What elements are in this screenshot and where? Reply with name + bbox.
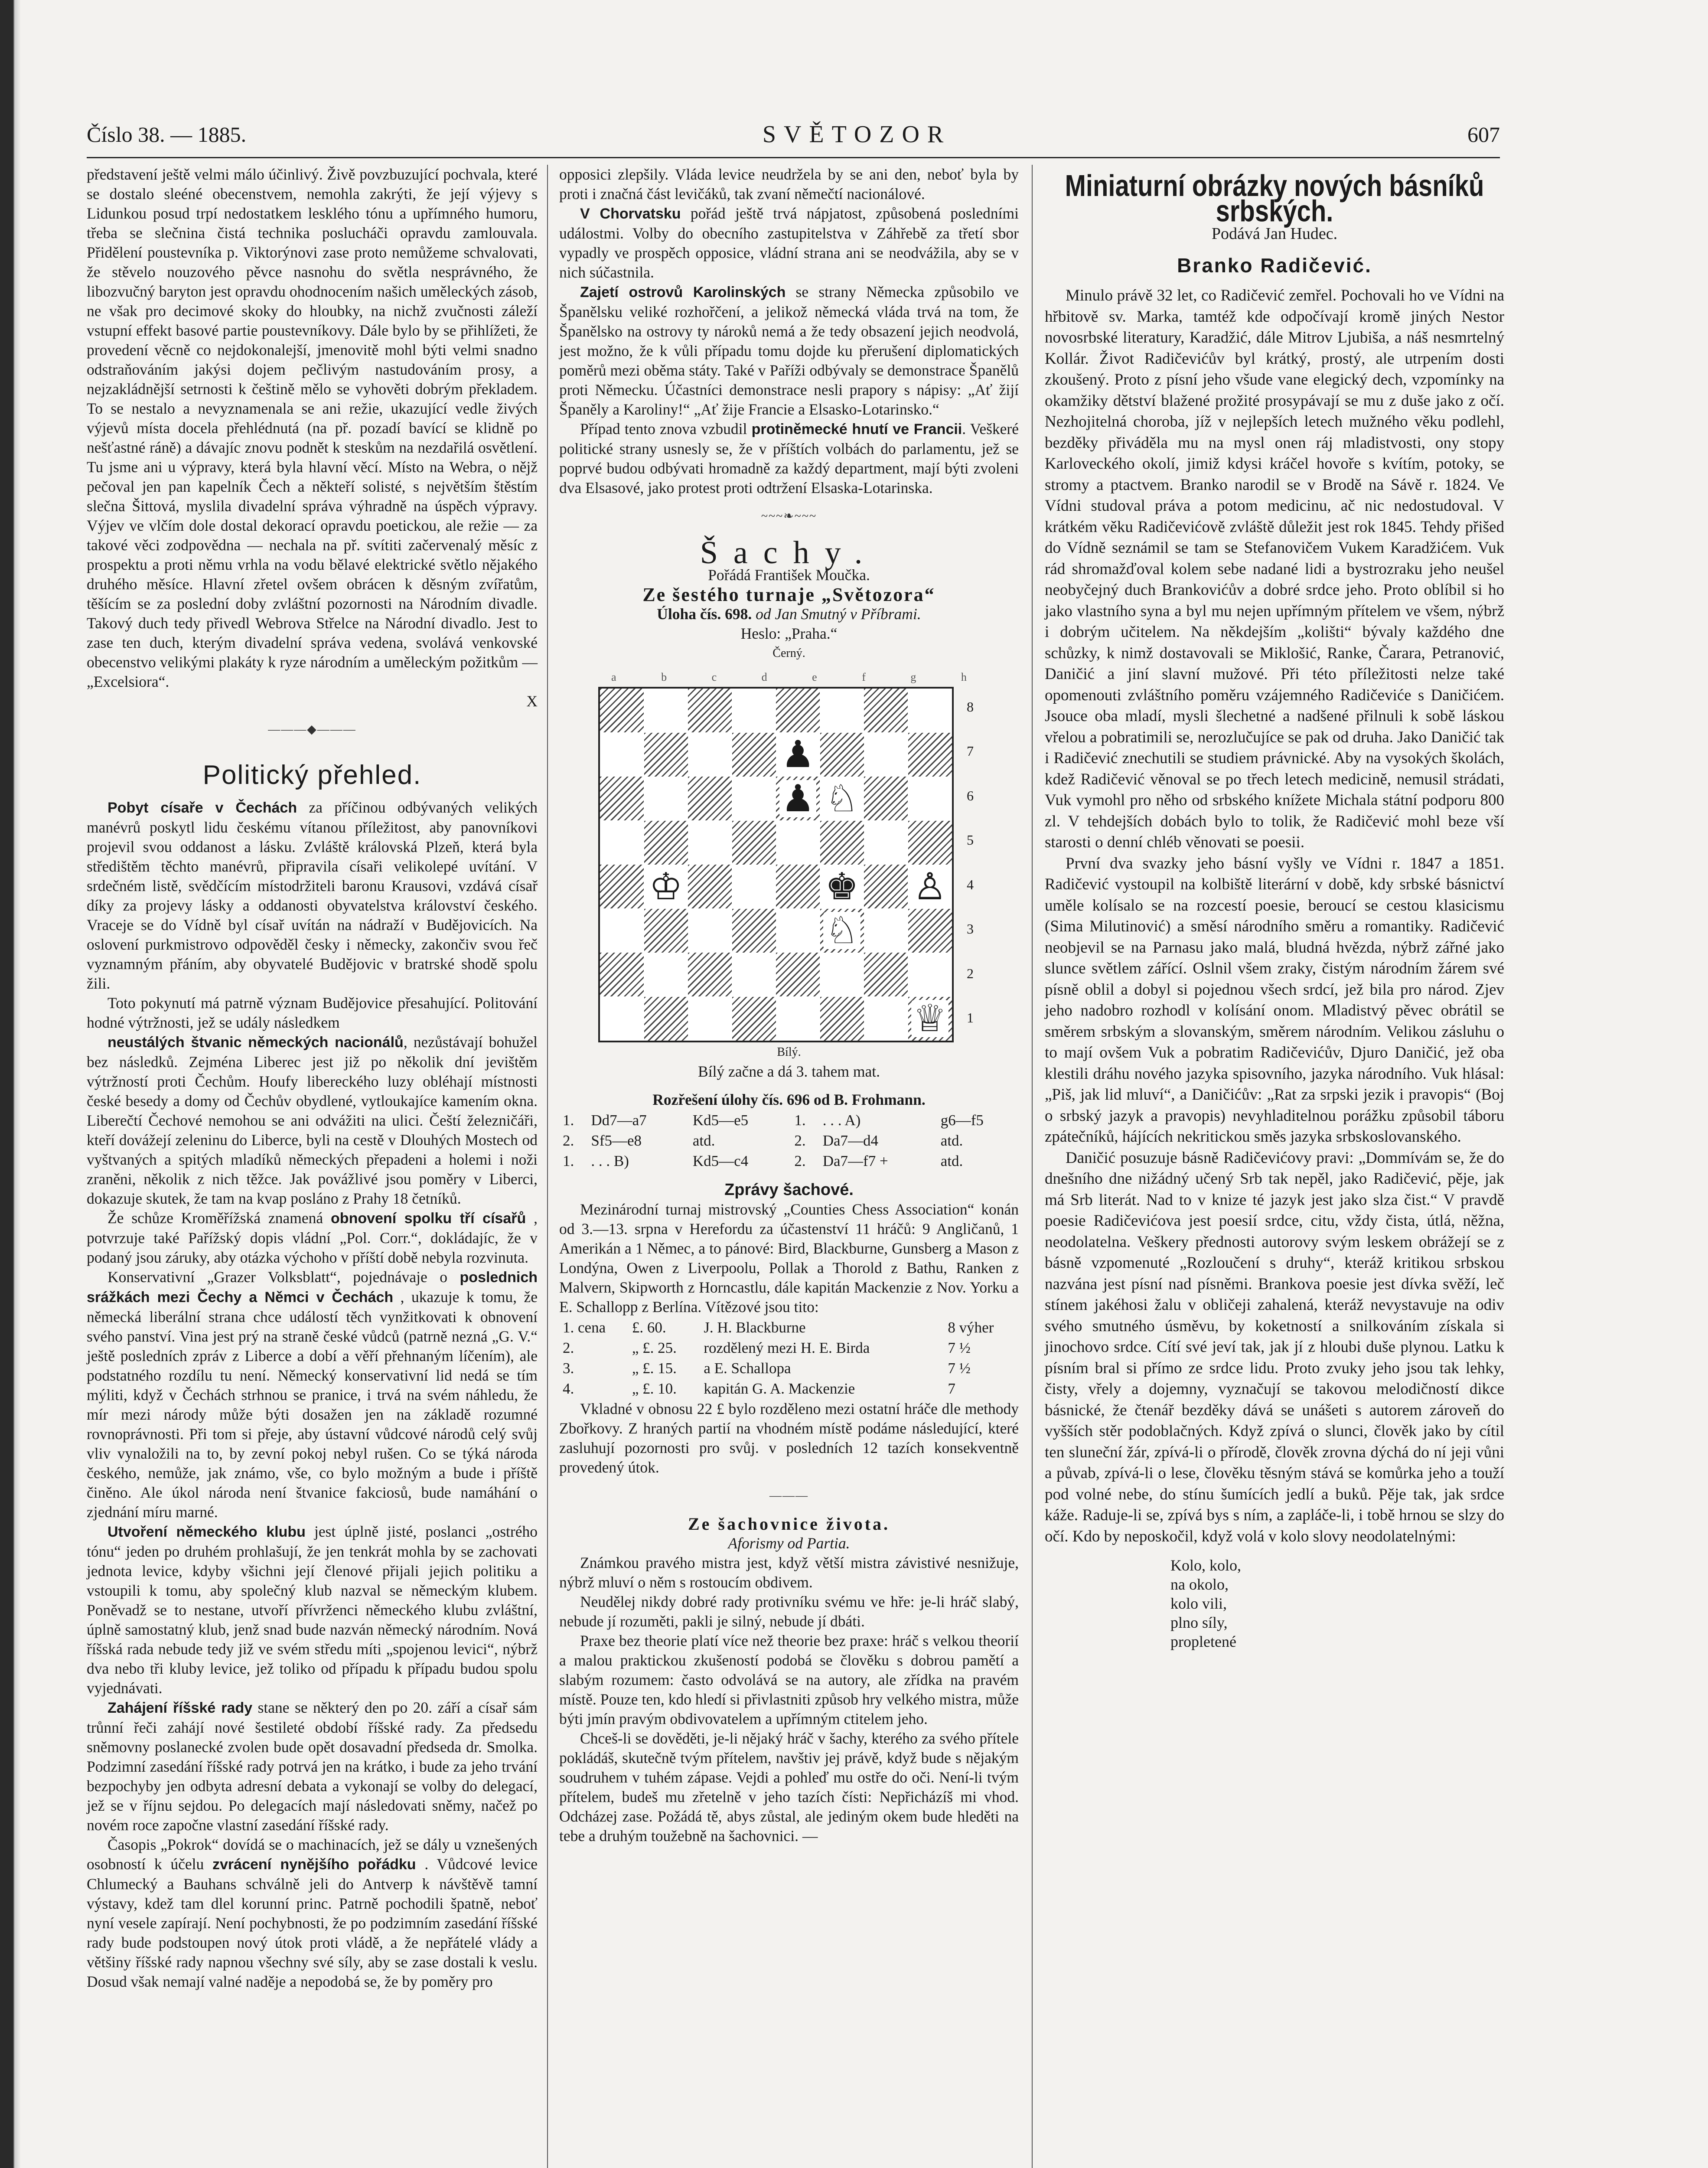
rank-label: 2 (967, 965, 974, 981)
table-cell: atd. (940, 1132, 963, 1149)
table-cell: 2. (794, 1153, 806, 1169)
square-c2 (688, 953, 732, 996)
paragraph (559, 204, 1019, 282)
square-a3 (600, 909, 644, 953)
winner-row (560, 1338, 1018, 1358)
column-divider (1032, 165, 1033, 2168)
politics-section (87, 798, 538, 1992)
divider: ———◆——— (268, 723, 356, 736)
file-label: e (812, 671, 817, 683)
politics-paragraph: Konservativní „Grazer Volksblatt“, pojednávaje o poslednich srážkách mezi Čechy a Němci v Čechách , ukazuje k tomu, že německá liberální strana chce událostí těch vynžitkovati k obnovení svého panství. Vina jest prý na straně české vůdců (patrně nezná „G. V.“ ještě posledních zpráv z Liberce a dobí a věří přehnaným líčením), ale podstatného rozdílu tu není. Německý konservativní lid nedá se tím mýliti, když v Čechách strhnou se pranice, i trvá na svém náhledu, že mír mezi národy může býti dosažen jen na základě rozumné rovnoprávnosti. Při tom si přeje, aby ústavní vůdcové národů celý svůj vliv vynaložili na to, by zevní pokoj nebyl rušen. Co se týká národa českého, nemůže, jak známo, vše, co bylo možným a bude i příště činěno. Ale úkol národa není štvanice fakciosů, bude namáhání o zjednání míru marné. (87, 1268, 538, 1521)
square-a1 (600, 997, 644, 1041)
square-a4 (600, 865, 644, 908)
solution-row (560, 1151, 1018, 1171)
winner-row (560, 1379, 1018, 1398)
square-c4 (688, 865, 732, 908)
keyword: zvrácení nynějšího pořádku (212, 1856, 416, 1873)
file-label: d (761, 671, 767, 683)
table-cell: 2. (563, 1132, 574, 1149)
table-cell: „ £. 10. (632, 1380, 677, 1397)
chess-piece-icon: ♕ (911, 1000, 948, 1037)
square-h5 (908, 821, 952, 865)
poem-excerpt (1170, 1556, 1504, 1651)
life-subtitle: Aforismy od Partia. (728, 1535, 850, 1552)
problem-author: od Jan Smutný v Příbrami. (756, 605, 921, 623)
table-cell: . . . A) (822, 1112, 861, 1129)
square-e8 (776, 689, 820, 732)
file-label: c (711, 671, 717, 683)
header-rule (87, 157, 1500, 158)
table-cell: Da7—d4 (822, 1132, 879, 1149)
chess-title: Šachy. (700, 535, 878, 571)
problem-label: Úloha čís. 698. (657, 605, 752, 623)
table-cell: a E. Schallopa (704, 1360, 791, 1377)
issue-number: Číslo 38. — 1885. (87, 122, 247, 147)
square-h7 (908, 733, 952, 777)
news-title: Zprávy šachové. (724, 1181, 854, 1199)
square-e1 (776, 997, 820, 1041)
poem-line: plno síly, (1170, 1614, 1228, 1631)
square-b2 (644, 953, 688, 996)
paragraph: Praxe bez theorie platí více než theorie bez praxe: hráč s velkou theorií a malou praktickou zkušeností podobá se člověku s dobrou pamětí a slabým rozumem: často odvolává se na autory, ale zřídka na pravém místě. Pouze ten, kdo hledí si přivlastniti způsob hry velkého mistra, může býti jmín pravým obdivovatelem a upřímným ctitelem jeho. (559, 1632, 1019, 1727)
text: pořád ještě trvá nápjatost, způsobená posledními událostmi. Volby do obecního zastupitelstva v Záhřebě za třetí sbor vypadly ve prospěch opposice, vládní strana ani se neodvážila, aby se v nich súčastnila. (559, 205, 1019, 281)
politics-paragraph: Utvoření německého klubu jest úplně jisté, poslanci „ostrého tónu“ jeden po druhém prohlašují, že jen tenkrát mohla by se zachovati jednota levice, kdyby všichni její členové přijali jejich politiku a vstoupili k tomu, aby společný klub nazval se německým klubem. Poněvadž se to nestane, utvoří přívrženci německého klubu zvláštní, úplně samostatný klub, jenž snad bude nazván německý národním. Nová říšská rada nebude tedy již ve svém středu míti „spojenou levici“, nýbrž dva nebo tři kluby levice, jež toliko od případu k případu budou spolu vyjednávati. (87, 1523, 538, 1697)
table-cell: atd. (692, 1132, 715, 1149)
chess-piece-icon: ♘ (823, 780, 860, 817)
square-e4 (776, 865, 820, 908)
table-cell: J. H. Blackburne (704, 1319, 806, 1336)
keyword: poslednich srážkách mezi Čechy a Němci v Čechách (87, 1269, 538, 1306)
file-label: a (611, 671, 616, 683)
table-cell: 7 ½ (948, 1360, 971, 1377)
square-g2 (864, 953, 908, 996)
rank-label: 5 (967, 832, 974, 848)
poem-line: propletené (1170, 1633, 1236, 1650)
politics-paragraph: Že schůze Kroměřížská znamená obnovení spolku tří císařů , potvrzuje také Pařížský dopis vládní „Pol. Corr.“, dokládajíc, že v podaný jsou záruky, aby otázka výchoho v příští době nebyla rozvinuta. (87, 1209, 538, 1266)
task: Bílý začne a dá 3. tahem mat. (698, 1063, 880, 1080)
solution-table (559, 1110, 1019, 1172)
keyword: protiněmecké hnutí ve Francii (751, 421, 962, 438)
divider: ——— (769, 1489, 808, 1502)
keyword: Pobyt císaře v Čechách (108, 800, 297, 816)
square-g3 (864, 909, 908, 953)
white-label: Bílý. (777, 1045, 801, 1059)
theatre-review: představení ještě velmi málo účinlivý. Živě povzbuzující pochvala, které se dostalo sleéné obecenstvem, nemohla zakrýti, že její výjevy s Lidunkou posud trpí nedostatkem lesklého tónu a upřímného humoru, třeba se slečnina čistá technika poslucháči opravdu zamlouvala. Přidělení poustevníka p. Viktorýnovi zase proto nemůžeme schvalovati, že stěvelo nouzového pěvce nasnohu do světla nesprávného, že libozvučný baryton jest opravdu ohodnocením našich uměleckých zásob, ne však pro decimové skoky do hloubky, na nichž zvučnosti záleží vstupní effekt basové partie poustevníkovy. Dále bylo by se přihlížeti, že provedení věcně co nejdokonalejší, jmenovitě mohl býti velmi snadno odstraňováním jakýsi dojem pečlivým nastudováním prosy, a nejzakládnější setrnosti k češtině mělo se vyhověti dobrým překladem. To se nestalo a nevyznamenala se ani režie, ukazující vedle živých výjevů místa docela přehlédnutá (na př. pozadí bavící se klidně po nešťastné ráně) a dávajíc znovu podnět k steskům na nezdařilá osvětlení. Tu jsme ani u výpravy, která byla hlavní věcí. Místo na Webra, o nějž pečoval jen pan kapelník Čech a někteří solisté, s největším štěstím slečna Šittová, myslila divadelní správa výhradně na úspěch výpravy. Výjev ve vlčím dole dostal dekorací opravdu poetickou, ale režie — za takové věci zodpovědna — nechala na př. svítiti začervenalý měsíc z prospektu a proti němu vrhla na vodu bělavé elektrické světlo nějakého druhého měsíce. Hlavní zřetel ovšem obrácen k děsným zvířatům, těšícím se za poslední doby zvláštní pozornosti na Národním divadle. Takový duch tedy přivedl Webrova Střelce na Národní divadlo. Jest to zase ten duch, kterým divadelní správa vedena, svolává venkovské obecenstvo velikými plakáty k ryze národním a uměleckým požitkům — „Excelsiora“. (87, 166, 538, 690)
divider: ~~~❧~~~ (761, 509, 817, 523)
chess-piece-icon: ♘ (823, 912, 860, 949)
article-title: Miniaturní obrázky nových básníků srbských. (1065, 169, 1484, 228)
square-c1 (688, 997, 732, 1041)
column-2 (559, 165, 1019, 1846)
chess-diagram (581, 667, 997, 1042)
chess-piece-icon: ♔ (647, 868, 684, 905)
square-b4 (644, 865, 688, 908)
solution-row (560, 1131, 1018, 1150)
square-d1 (732, 997, 776, 1041)
table-cell: 4. (563, 1380, 574, 1397)
square-c5 (688, 821, 732, 865)
paragraph: Chceš-li se dověděti, je-li nějaký hráč v šachy, kterého za svého přítele pokládáš, skutečně tvým přítelem, navštiv jej právě, když bude s nějakým soudruhem v tuhém zápase. Vejdi a pohleď mu ostře do oči. Není-li tvým přítelem, budeš mu zřetelně v jeho tazích čísti: Nepřicházíš mi vhod. Odcházej zase. Požádá tě, abys zůstal, ale jediným okem bude hleděti na tebe a druhým toužebně na šachovnici. — (559, 1730, 1019, 1845)
paragraph: Známkou pravého mistra jest, když větší mistra závistivé nesnižuje, nýbrž mluví o něm s rostoucím obdivem. (559, 1554, 1019, 1591)
table-cell: 1. (794, 1112, 806, 1129)
motto: Heslo: „Praha.“ (740, 625, 838, 642)
paragraph: Neudělej nikdy dobré rady protivníku svému ve hře: je-li hráč slabý, nebude jí rozuměti, pakli je silný, nebude jí dbáti. (559, 1593, 1019, 1630)
chess-piece-icon: ♚ (823, 868, 860, 905)
square-h1 (908, 997, 952, 1041)
chess-piece-icon: ♟ (779, 736, 816, 773)
square-a2 (600, 953, 644, 996)
keyword: Zajetí ostrovů Karolinských (580, 284, 786, 300)
square-b7 (644, 733, 688, 777)
paragraph: Mezinárodní turnaj mistrovský „Counties Chess Association“ konán od 3.—13. srpna v Herefordu za účastenství 11 hráčů: 9 Angličanů, 1 Amerikán a 1 Němec, a to pánové: Bird, Blackburne, Gunsberg a Mason z Londýna, Owen z Liverpoolu, Pollak a Thorold z Bathu, Ranken z Malvern, Skipworth z Horncastlu, dále kapitán Mackenzie z Nov. Yorku a E. Schallopp z Berlína. Vítězové jsou tito: (559, 1201, 1019, 1316)
square-c8 (688, 689, 732, 732)
tourney-title: Ze šestého turnaje „Světozora“ (642, 584, 935, 605)
running-header (87, 117, 1500, 152)
article-author: Podává Jan Hudec. (1211, 225, 1338, 243)
chess-board (598, 687, 954, 1042)
table-cell: „ £. 15. (632, 1360, 677, 1377)
square-d8 (732, 689, 776, 732)
rank-label: 8 (967, 699, 974, 715)
table-cell: 8 výher (948, 1319, 994, 1336)
square-g4 (864, 865, 908, 908)
square-f6 (820, 777, 864, 820)
rank-label: 6 (967, 787, 974, 803)
chess-piece-icon: ♙ (911, 868, 948, 905)
table-cell: 2. (563, 1339, 574, 1356)
poem-line: kolo vili, (1170, 1595, 1227, 1612)
table-cell: Sf5—e8 (591, 1132, 642, 1149)
life-title: Ze šachovnice života. (688, 1514, 890, 1534)
solution-title: Rozřešení úlohy čís. 696 od B. Frohmann. (652, 1091, 926, 1108)
table-cell: £. 60. (632, 1319, 666, 1336)
problem-heading (559, 604, 1019, 624)
file-label: h (961, 671, 967, 683)
text: . Veškeré politické strany usnesly se, že v příštích volbách do parlamentu, jež se poprvé budou odbývati hromadně za každý department, mají býti zvoleni dva Elsasové, jako protest proti odtržení Elsaska-Lotarinska. (559, 420, 1019, 496)
paragraph: opposici zlepšily. Vláda levice neudržela by se ani den, neboť byla by proti i značná část levičáků, tak zvaní němečtí nacionálové. (559, 166, 1019, 202)
file-labels (581, 667, 997, 687)
square-d6 (732, 777, 776, 820)
rank-label: 4 (967, 876, 974, 892)
file-label: g (910, 671, 916, 683)
file-label: b (661, 671, 667, 683)
square-a8 (600, 689, 644, 732)
square-a6 (600, 777, 644, 820)
square-e6 (776, 777, 820, 820)
square-f8 (820, 689, 864, 732)
keyword: neustálých štvanic německých nacionálů (108, 1034, 404, 1051)
paragraph: Daničić posuzuje básně Radičevićovy pravi: „Dommívám se, že do dnešního dne nižádný učený Srb tak nepěl, jako Radičević, pěje, jak má Srb literát. Nad to v knize té jazyk jest jako slza čist.“ V pravdě poesie Radičevićova jest poesií srdce, citu, vždy čista, útlá, něžna, neodolatelna. Veškery přednosti autorovy svým leskem obrážejí se z básně vzpomenuté „Rozloučení s druhy“, kteráž kritikou srbskou nazvána jest písní nad písněmi. Brankova poesie jest dívka svěží, leč stínem jakéhosi žalu v obličeji zahalená, kteráž nevystavuje na odiv svého smutného úsměvu, by koketností a snilkováním získala si jinochovo srdce. Cítí své jeví tak, jak jí z hloubi duše plynou. Latku k písním bral si přímo ze srdce lidu. Proto zvuky jeho jsou tak lehky, čisty, vřely a dojemny, vyznačují se takovou melodičností dikce básnické, že čtenář bezděky dává se unášeti s autorem zároveň do vyšších stěr podoblačných. Když zpívá o slunci, člověk jako by cítil ten sluneční žár, zpívá-li o přírodě, člověk zrovna dýchá do ní jeji vůni a půvab, zpívá-li o lese, člověku těsným stává se komůrka jeho a touží pod volné nebe, do stínu šumících jedlí a buků. Pěje tak, jak srdce káže. Raduje-li se, zpívá bys s ním, a zapláče-li, i tobě hrnou se slzy do očí. Kdo by neposkočil, když volá v kolo slovy neodolatelnými: (1045, 1149, 1504, 1545)
square-e7 (776, 733, 820, 777)
text: Případ tento znova vzbudil (580, 420, 752, 438)
keyword: obnovení spolku tří císařů (331, 1210, 526, 1227)
binding-edge (0, 0, 21, 2168)
table-cell: rozdělený mezi H. E. Birda (704, 1339, 870, 1356)
square-a7 (600, 733, 644, 777)
table-cell: 7 (948, 1380, 955, 1397)
keyword: V Chorvatsku (580, 206, 681, 222)
square-f5 (820, 821, 864, 865)
square-c3 (688, 909, 732, 953)
rank-label: 7 (967, 743, 974, 759)
page-number: 607 (1467, 122, 1500, 147)
square-c7 (688, 733, 732, 777)
square-d5 (732, 821, 776, 865)
chess-piece-icon: ♟ (779, 780, 816, 817)
politics-paragraph: Časopis „Pokrok“ dovídá se o machinacích, jež se dály u vznešených osobností k účelu zvrácení nynějšího pořádku . Vůdcové levice Chlumecký a Bauhans schválně jeli do Antverp k návštěvě tamní výstavy, kdež tam dlel korunní princ. Patrně pochodili špatně, neboť nyní vesele zapírají. Není pochybnosti, že po podzimním zasedání říšské rady bude podstoupen nový útok proti vládě, a že nepřátelé vlády a většiny říšské rady napnou všechny své síly, aby se zase dostali k veslu. Dosud však nemají valné naděje a nepodobá se, že by poměry pro (87, 1836, 538, 1990)
file-label: f (862, 671, 866, 683)
square-f4 (820, 865, 864, 908)
table-cell: 1. (563, 1153, 574, 1169)
table-cell: 2. (794, 1132, 806, 1149)
table-cell: 7 ½ (948, 1339, 971, 1356)
poem-line: Kolo, kolo, (1170, 1557, 1242, 1574)
journal-title: SVĚTOZOR (762, 121, 952, 148)
square-h2 (908, 953, 952, 996)
rank-label: 1 (967, 1010, 974, 1026)
politics-paragraph: Toto pokynutí má patrně význam Budějovice přesahující. Politování hodné výtržnosti, jež se udály následkem (87, 994, 538, 1031)
paragraph (559, 282, 1019, 419)
square-d4 (732, 865, 776, 908)
table-cell: 1. cena (563, 1319, 606, 1336)
paragraph (559, 419, 1019, 498)
winner-row (560, 1358, 1018, 1378)
solution-row (560, 1110, 1018, 1130)
politics-paragraph: neustálých štvanic německých nacionálů, nezůstávají bohužel bez následků. Zejména Liberec jest již po několik dní jevištěm výtržností proti Čechům. Houfy libereckého luzy obléhají místnosti české besedy a domy od Čechův obydlené, vytloukajíce kamením okna. Liberečtí Čechové nemohou se ani odvážiti na ulici. Čeští železničáři, kteří dovážejí zeleninu do Liberce, byli na cestě v Dlouhých Mostech od vyštvaných a spitých mladíků německých přepadeni a holemi i noži zraněni, několik z nich těžce. Jak povážlivé jsou poměry v Liberci, dokazuje skutek, že tam na kvap posláno z Prahy 18 četníků. (87, 1033, 538, 1207)
square-h4 (908, 865, 952, 908)
poem-line: na okolo, (1170, 1576, 1229, 1593)
square-g1 (864, 997, 908, 1041)
square-e5 (776, 821, 820, 865)
square-f2 (820, 953, 864, 996)
square-d3 (732, 909, 776, 953)
square-h8 (908, 689, 952, 732)
politics-paragraph: Pobyt císaře v Čechách za příčinou odbývaných velikých manévrů poskytl lidu českému vítanou příležitost, aby panovníkovi projevil svou oddanost a lásku. Zvláště královská Plzeň, která byla středištěm těchto manévrů, připravila císaři velikolepé uvítání. V srdečném listě, svědčícím místodržiteli baronu Krausovi, vzdává císař díky za projevy lásky a oddanosti obyvatelstva království českého. Vraceje se do Vídně byl císař uvítán na nádraží v Budějovicích. Na oslovení purkmistrovo odpověděl česky i německy, zakončiv svou řeč vyznamným přáním, aby obyvatelé Budějovic v bratrské shodě spolu žili. (87, 799, 538, 992)
table-cell: 3. (563, 1360, 574, 1377)
square-h3 (908, 909, 952, 953)
square-g6 (864, 777, 908, 820)
table-cell: kapitán G. A. Mackenzie (704, 1380, 855, 1397)
column-1 (87, 165, 538, 1992)
keyword: Zahájení říšské rady (108, 1700, 253, 1716)
square-b5 (644, 821, 688, 865)
square-d7 (732, 733, 776, 777)
table-cell: Da7—f7 + (822, 1153, 888, 1169)
square-g7 (864, 733, 908, 777)
column-divider (547, 165, 548, 2168)
column-3 (1045, 165, 1504, 1651)
table-cell: „ £. 25. (632, 1339, 677, 1356)
table-cell: atd. (940, 1153, 963, 1169)
rank-labels (967, 685, 974, 1040)
square-d2 (732, 953, 776, 996)
square-h6 (908, 777, 952, 820)
chess-editor: Pořádá František Moučka. (708, 566, 870, 584)
square-f1 (820, 997, 864, 1041)
winners-table (559, 1317, 1019, 1399)
signature: X (526, 692, 538, 710)
table-cell: Kd5—e5 (692, 1112, 749, 1129)
square-a5 (600, 821, 644, 865)
table-cell: Kd5—c4 (692, 1153, 749, 1169)
paragraph: Minulo právě 32 let, co Radičević zemřel. Pochovali ho ve Vídni na hřbitově sv. Marka, tamtéž kde odpočívají kromě jiných Nestor novosrbské literatury, Karadžić, dále Mitrov Ljubiša, a náš nesmrtelný Kollár. Život Radičevićův byl krátký, prostý, ale utrpením dosti zkoušený. Proto z písní jeho všude vane elegický dech, vzpomínky na okamžiky dětství blažené prožité prosypávají se mu z duše jako z očí. Nezhojitelná choroba, jíž v nejlepších letech mužného věku podlehl, bezděky přiváděla mu na mysl onen ráj mladistvosti, ony stopy Karloveckého okolí, jimiž kdysi kráčel hovoře s kvítím, potoky, se stromy a ptactvem. Branko narodil se v Brodě na Sávě r. 1824. Ve Vídni studoval práva a potom medicinu, ač nic nedostudoval. V krátkém věku Radičevićově zvláště důležit jest rok 1845. Tehdy přišed do Vídně seznámil se tam se Stefanovičem Vukem Karadžićem. Vuk rád shromažďoval kolem sebe nadané lidi a bystrozraku jeho neušel neobyčejný duch Brankovićův a dobré srdce jeho. Proto oblíbil si ho jako vlastního syna a byl mu nejen upřímným přítelem ve všem, nýbrž i dobrým učitelem. Na někdejším „kolišti“ bývaly každého dne schůzky, k nimž dostavovali se Miklošić, Ranke, Čarara, Petranović, Daničić a jiní slavní mužové. Při této příležitosti nelze také opomenouti zvláštního poměru vzájemného Radičeviće s Daničićem. Jsouce oba mladí, mysli šlechetné a nadšené přilnuli k sobě láskou vřelou a pobratimili se, nerozlučujíce se pak od druha. Jako Daničić tak i Radičević znechutili se studiem právnické. Aby na vysokých školách, kdež Radičević věnoval se po třech letech medicině, nemusil strádati, Vuk vymohl pro něho od srbského knížete Michala státní podporu 800 zl. V tehdejších dobách bylo to tolik, že Radičević mohl beze vší starosti o denní chléb věnovati se poesii. (1045, 287, 1504, 851)
square-e2 (776, 953, 820, 996)
square-b3 (644, 909, 688, 953)
paragraph: První dva svazky jeho básní vyšly ve Vídni r. 1847 a 1851. Radičević vystoupil na kolbiště literární v době, kdy srbské básnictví uměle kolísalo se na rozcestí poesie, beroucí se cestou klasicismu (Sima Milutinović) a směsí národního směru a romantiky. Radičević neobjevil se na Parnasu jako malá, bludná hvězda, nýbrž zářné jako slunce světlem zářící. Oslnil všem zraky, čistým národním žárem své písně oblil a dobyl si pojednou všech srdcí, jež bila pro národ. Zjev jeho nadobro rozhodl v kolísání onom. Mladistvý pěvec obrátil se směrem srbským a slovanským, směrem národním. Velikou zásluhu o to mají ovšem Vuk a pobratim Radičevićův, Djuro Daničić, jež oba klestili dráhu nového jazyka spisovního, jazyka národního. Vuk hlásal: „Piš, jak lid mluví“, a Daničićův: „Rat za srpski jezik i pravopis“ (Boj o srbský jazyk a pravopis) nevyhladitelnou porážku způsobil táboru zpátečníků, hájících nekritickou směs jazyka srbskoslovanského. (1045, 854, 1504, 1146)
paragraph: Vkladné v obnosu 22 £ bylo rozděleno mezi ostatní hráče dle methody Zbořkovy. Z hraných partií na vhodném místě podáme následující, které zasluhují pozornosti pro svůj. v posledních 12 tazích konsekventně provedený útok. (559, 1400, 1019, 1476)
black-label: Černý. (773, 646, 805, 660)
winner-row (560, 1318, 1018, 1337)
keyword: Utvoření německého klubu (108, 1524, 306, 1540)
table-cell: g6—f5 (940, 1112, 984, 1129)
square-b1 (644, 997, 688, 1041)
politics-title: Politický přehled. (202, 760, 422, 790)
square-b6 (644, 777, 688, 820)
table-cell: 1. (563, 1112, 574, 1129)
text: se strany Německa způsobilo ve Španělsku veliké rozhořčení, a jelikož německá vláda trvá na tom, že Španělsko na ostrovy ty nároků nemá a že tedy obsazení jejich neodvolá, jest možno, že k vůli případu tomu dojde ku přerušení diplomatických poměrů mezi oběma státy. Také v Paříži odbývaly se demonstrace Španělů proti Německu. Účastníci demonstrace nesli prapory s nápisy: „Ať žijí Španěly a Karoliny!“ „Ať žije Francie a Elsasko-Lotarinsko.“ (559, 283, 1019, 418)
table-cell: . . . B) (591, 1153, 629, 1169)
square-g5 (864, 821, 908, 865)
square-g8 (864, 689, 908, 732)
square-f7 (820, 733, 864, 777)
rank-label: 3 (967, 921, 974, 937)
politics-paragraph: Zahájení říšské rady stane se některý den po 20. září a císař sám trůnní řeči zahájí nové šestileté období říšské rady. Za předsedu sněmovny poslanecké zvolen bude opět dosavadní předseda dr. Smolka. Podzimní zasedání říšské rady potrvá jen na krátko, i bude za jeho trvání bezpochyby jen odbyta adresní debata a vykonají se volby do delegací, jež se v říjnu sejdou. Po delegacích mají následovati sněmy, načež po novém roce započne vlastní zasedání říšské rady. (87, 1699, 538, 1834)
square-f3 (820, 909, 864, 953)
square-e3 (776, 909, 820, 953)
square-b8 (644, 689, 688, 732)
table-cell: Dd7—a7 (591, 1112, 647, 1129)
square-c6 (688, 777, 732, 820)
poet-name: Branko Radičević. (1177, 254, 1372, 277)
